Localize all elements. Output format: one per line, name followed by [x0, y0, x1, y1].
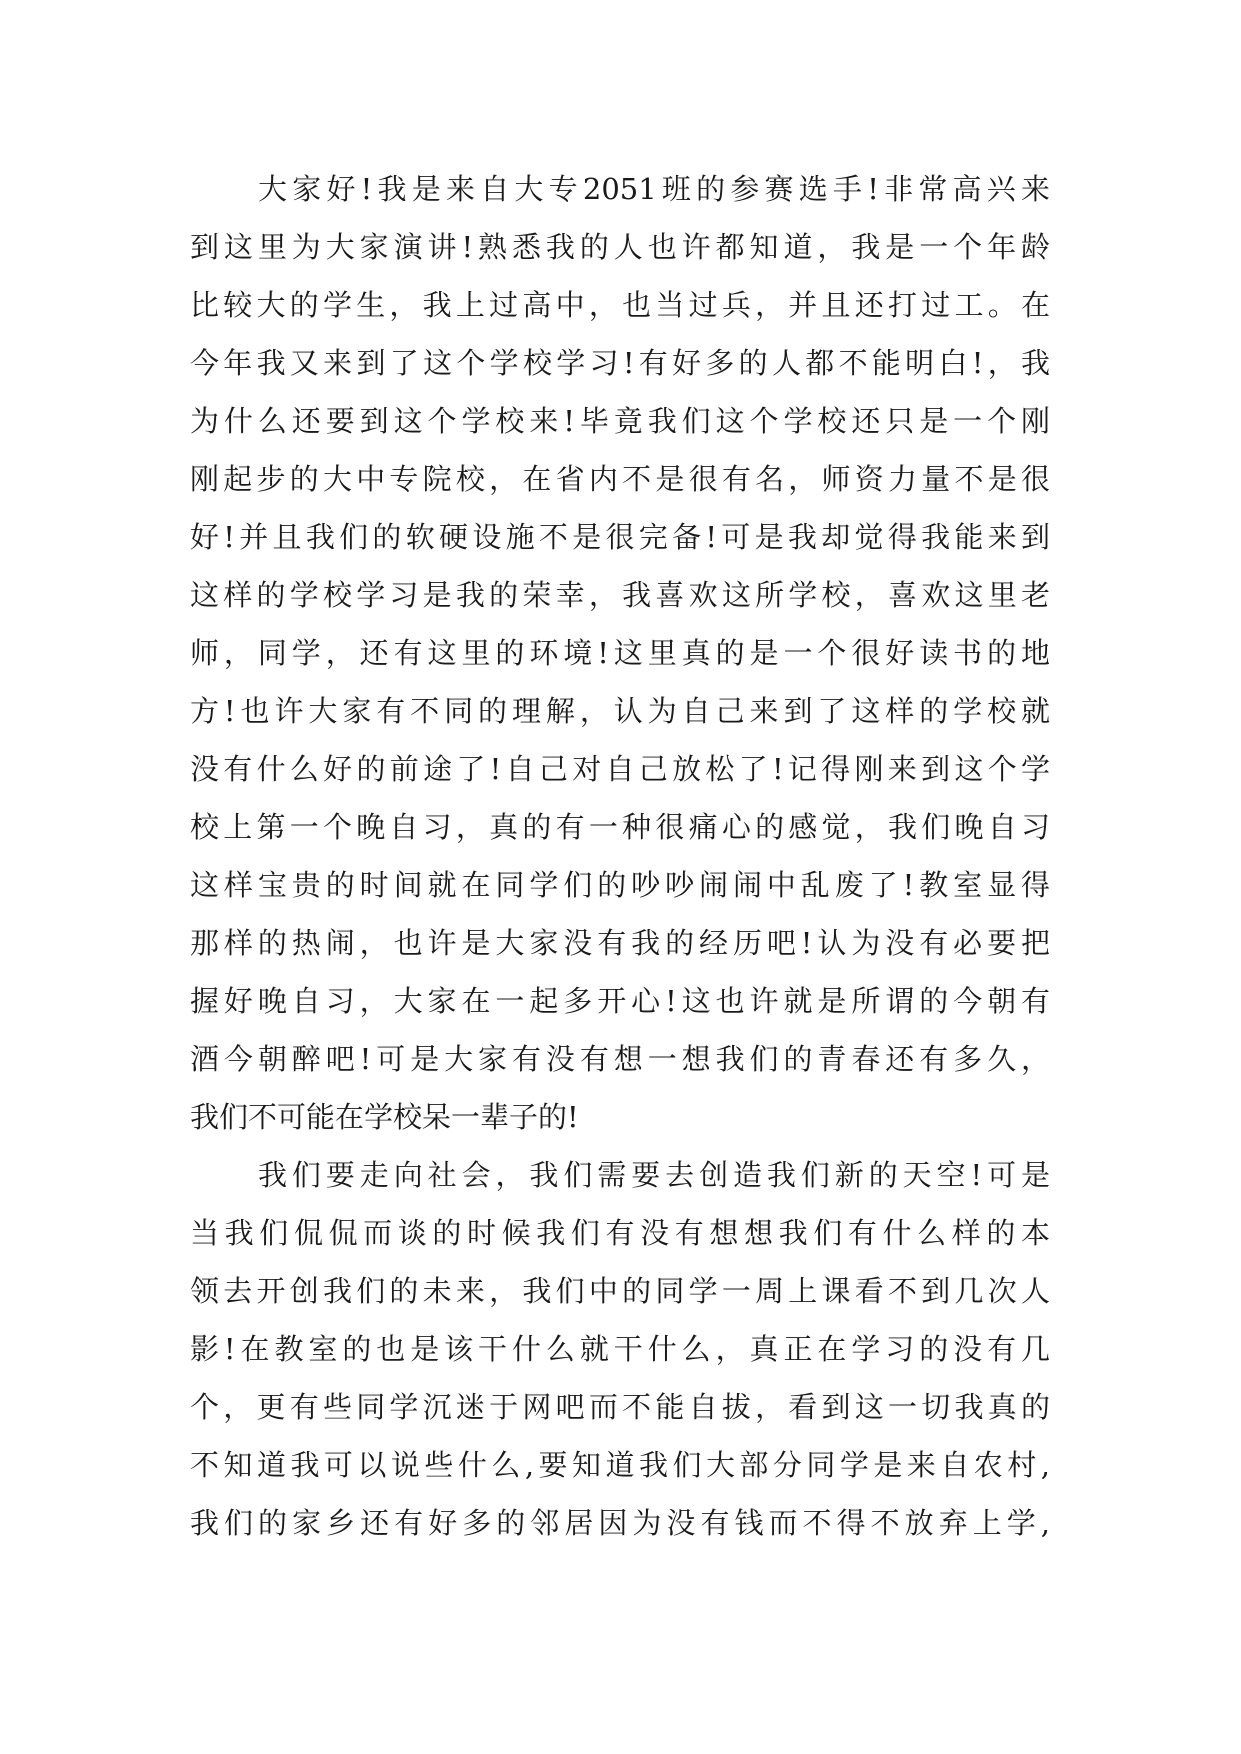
text-line: 师，同学，还有这里的环境!这里真的是一个很好读书的地 — [190, 636, 1050, 670]
paragraph-2 — [190, 1146, 1050, 1552]
document-body — [190, 160, 1050, 1552]
text-line: 我们的家乡还有好多的邻居因为没有钱而不得不放弃上学, — [190, 1506, 1050, 1540]
text-line: 酒今朝醉吧!可是大家有没有想一想我们的青春还有多久， — [190, 1042, 1050, 1076]
text-line: 领去开创我们的未来，我们中的同学一周上课看不到几次人 — [190, 1274, 1050, 1308]
text-line: 大家好!我是来自大专2051班的参赛选手!非常高兴来 — [258, 172, 1050, 206]
text-line: 为什么还要到这个学校来!毕竟我们这个学校还只是一个刚 — [190, 404, 1050, 438]
text-line: 没有什么好的前途了!自己对自己放松了!记得刚来到这个学 — [190, 752, 1050, 786]
text-line: 这样宝贵的时间就在同学们的吵吵闹闹中乱废了!教室显得 — [190, 868, 1050, 902]
text-line: 校上第一个晚自习，真的有一种很痛心的感觉，我们晚自习 — [190, 810, 1050, 844]
text-line: 刚起步的大中专院校，在省内不是很有名，师资力量不是很 — [190, 462, 1050, 496]
text-line: 这样的学校学习是我的荣幸，我喜欢这所学校，喜欢这里老 — [190, 578, 1050, 612]
text-line: 比较大的学生，我上过高中，也当过兵，并且还打过工。在 — [190, 288, 1050, 322]
text-line: 个，更有些同学沉迷于网吧而不能自拔，看到这一切我真的 — [190, 1390, 1050, 1424]
text-line: 影!在教室的也是该干什么就干什么，真正在学习的没有几 — [190, 1332, 1050, 1366]
text-line: 好!并且我们的软硬设施不是很完备!可是我却觉得我能来到 — [190, 520, 1050, 554]
text-line: 当我们侃侃而谈的时候我们有没有想想我们有什么样的本 — [190, 1216, 1050, 1250]
paragraph-1 — [190, 160, 1050, 1146]
text-line: 到这里为大家演讲!熟悉我的人也许都知道，我是一个年龄 — [190, 230, 1050, 264]
text-line: 握好晚自习，大家在一起多开心!这也许就是所谓的今朝有 — [190, 984, 1050, 1018]
text-line: 我们要走向社会，我们需要去创造我们新的天空!可是 — [258, 1158, 1050, 1192]
text-line: 不知道我可以说些什么,要知道我们大部分同学是来自农村, — [190, 1448, 1050, 1482]
text-line: 今年我又来到了这个学校学习!有好多的人都不能明白!，我 — [190, 346, 1050, 380]
text-line: 方!也许大家有不同的理解，认为自己来到了这样的学校就 — [190, 694, 1050, 728]
text-line: 那样的热闹，也许是大家没有我的经历吧!认为没有必要把 — [190, 926, 1050, 960]
text-line: 我们不可能在学校呆一辈子的! — [190, 1100, 579, 1134]
